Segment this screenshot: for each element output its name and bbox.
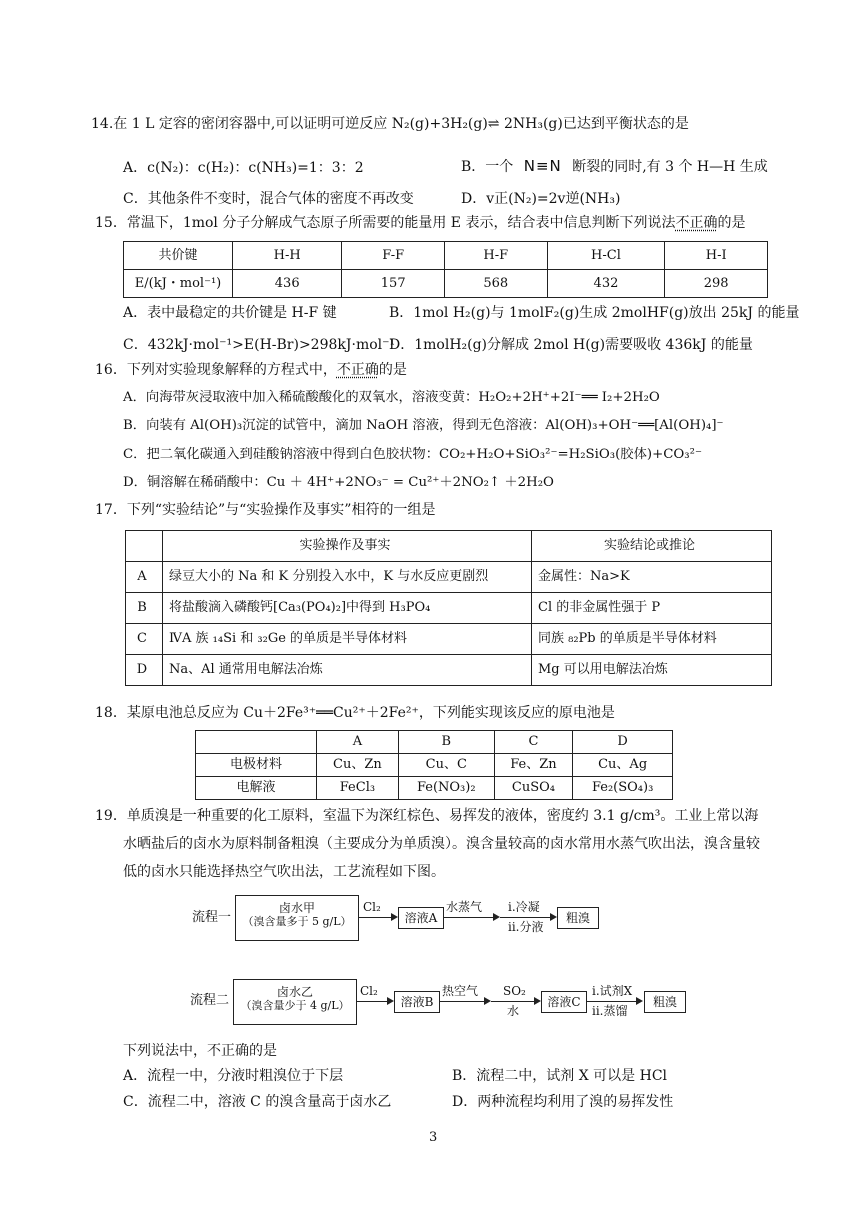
q15-value-cell: 436 [233,270,342,298]
q18-header-cell: A [317,731,399,754]
q17-header-cell: 实验结论或推论 [532,531,772,562]
q15-option-c: C．432kJ·mol⁻¹>E(H-Br)>298kJ·mol⁻¹ [123,337,396,353]
q15-header-cell: H-I [665,242,768,270]
q16-stem-post: 的是 [378,362,407,378]
q14-option-b [461,157,768,176]
flow1-reagent-steam: 水蒸气 [446,900,483,914]
flow1-step-condense: i.冷凝 [508,900,540,914]
q19-option-c: C．流程二中，溶液 C 的溴含量高于卤水乙 [123,1094,392,1110]
q17-header-cell [126,531,163,562]
q18-row-label: 电解液 [196,777,317,800]
q19-option-a: A．流程一中，分液时粗溴位于下层 [123,1068,344,1084]
page-number: 3 [429,1130,438,1145]
q19-line2: 水晒盐后的卤水为原料制备粗溴（主要成分为单质溴）。溴含量较高的卤水常用水蒸气吹出法，溴含量较 [123,836,760,852]
flow1-brine-name: 卤水甲 [278,901,315,915]
q16-option-c: C．把二氧化碳通入到硅酸钠溶液中得到白色胶状物：CO₂+H₂O+SiO₃²⁻=H₂SiO₃(胶体)+CO₃²⁻ [123,447,702,462]
q15-value-cell: 298 [665,270,768,298]
q17-header-cell: 实验操作及事实 [163,531,532,562]
q19-option-d: D．两种流程均利用了溴的易挥发性 [452,1094,674,1110]
q14-option-d: D．v正(N₂)=2v逆(NH₃) [461,191,621,207]
q18-cell: Cu、Ag [573,754,673,777]
flow1-brine-box [235,895,359,941]
q18-header-cell: C [494,731,573,754]
q15-stem-post: 的是 [717,215,746,231]
flow2-label: 流程二 [190,993,230,1008]
q15-header-cell: H-F [444,242,547,270]
q15-option-b: B．1mol H₂(g)与 1molF₂(g)生成 2molHF(g)放出 25kJ 的能量 [389,305,800,321]
q17-row-letter: B [126,593,163,624]
q15-stem-emphasis: 不正确 [675,215,718,231]
flow2-arrow-2 [439,1001,489,1002]
flow1-solution-a-box: 溶液A [398,907,444,929]
q15-header-cell: 共价键 [124,242,233,270]
q15-stem-pre: 15．常温下，1mol 分子分解成气态原子所需要的能量用 E 表示，结合表中信息判断下列说法 [95,215,676,231]
q17-row-letter: D [126,655,163,686]
q17-row-letter: C [126,624,163,655]
q15-header-cell: H-H [233,242,342,270]
q18-header-cell: D [573,731,673,754]
q17-conclusion-cell: 同族 ₈₂Pb 的单质是半导体材料 [532,624,772,655]
q18-cell: Fe₂(SO₄)₃ [573,777,673,800]
q16-option-b: B．向装有 Al(OH)₃沉淀的试管中，滴加 NaOH 溶液，得到无色溶液：Al(OH)₃+OH⁻══[Al(OH)₄]⁻ [123,418,724,433]
flow2-arrow-1 [356,1001,392,1002]
q14-option-c: C．其他条件不变时，混合气体的密度不再改变 [123,191,414,207]
q18-stem: 18．某原电池总反应为 Cu＋2Fe³⁺══Cu²⁺＋2Fe²⁺，下列能实现该反应的原电池是 [95,705,615,721]
q18-header-cell [196,731,317,754]
q17-fact-cell: 将盐酸滴入磷酸钙[Ca₃(PO₄)₂]中得到 H₃PO₄ [163,593,532,624]
q15-option-d: D．1molH₂(g)分解成 2mol H(g)需要吸收 436kJ 的能量 [389,337,753,353]
flow2-reagent-cl2: Cl₂ [360,984,378,998]
q18-table [195,730,673,800]
flow2-brine-content: （溴含量少于 4 g/L） [240,999,350,1013]
q17-fact-cell: 绿豆大小的 Na 和 K 分别投入水中，K 与水反应更剧烈 [163,562,532,593]
flow2-brine-name: 卤水乙 [276,985,313,999]
flow2-solution-b-box: 溶液B [394,991,440,1013]
q17-conclusion-cell: 金属性：Na>K [532,562,772,593]
triple-bond-symbol: N≡N [523,157,562,175]
q17-fact-cell: Na、Al 通常用电解法冶炼 [163,655,532,686]
q15-header-cell: H-Cl [547,242,665,270]
q14-stem: 14.在 1 L 定容的密闭容器中,可以证明可逆反应 N₂(g)+3H₂(g)⇌ 2NH₃(g)已达到平衡状态的是 [91,116,689,132]
q18-cell: Fe、Zn [494,754,573,777]
q15-value-cell: 568 [444,270,547,298]
flow2-brine-box [233,979,357,1025]
q16-option-d: D．铜溶解在稀硝酸中：Cu ＋ 4H⁺+2NO₃⁻ = Cu²⁺＋2NO₂↑ ＋2H₂O [123,475,554,490]
flow2-step-distill: ii.蒸馏 [592,1004,628,1018]
flow2-reagent-hot-air: 热空气 [442,984,479,998]
q17-stem: 17．下列“实验结论”与“实验操作及事实”相符的一组是 [95,502,436,518]
q14-option-b-pre: B．一个 [461,159,514,175]
flow2-solution-c-box: 溶液C [541,991,587,1013]
q15-stem [95,215,745,232]
flow2-step-reagent-x: i.试剂X [592,984,633,998]
flow1-label: 流程一 [192,910,232,925]
q15-energy-table [123,241,768,298]
flow1-arrow-2 [443,917,498,918]
q19-option-b: B．流程二中，试剂 X 可以是 HCl [452,1068,668,1084]
flow2-arrow-3 [491,1001,539,1002]
q18-cell: Cu、C [398,754,494,777]
q19-question: 下列说法中，不正确的是 [123,1043,277,1059]
q17-table [125,530,772,686]
q15-row-label: E/(kJ・mol⁻¹) [124,270,233,298]
q19-line3: 低的卤水只能选择热空气吹出法，工艺流程如下图。 [123,864,445,880]
q15-value-cell: 432 [547,270,665,298]
q19-line1: 19．单质溴是一种重要的化工原料，室温下为深红棕色、易挥发的液体，密度约 3.1 g/cm³。工业上常以海 [95,808,759,824]
q17-row-letter: A [126,562,163,593]
flow1-reagent-cl2: Cl₂ [363,900,381,914]
q15-option-a: A．表中最稳定的共价键是 H-F 键 [123,305,337,321]
q18-cell: Fe(NO₃)₂ [398,777,494,800]
q15-header-cell: F-F [342,242,445,270]
flow2-reagent-so2: SO₂ [503,984,526,998]
q14-option-a: A．c(N₂)：c(H₂)：c(NH₃)=1：3：2 [123,160,364,176]
q18-header-cell: B [398,731,494,754]
flow1-step-separate: ii.分液 [508,920,544,934]
flow2-crude-bromine-box: 粗溴 [644,991,686,1013]
q14-option-b-post: 断裂的同时,有 3 个 H—H 生成 [572,159,768,175]
flow1-crude-bromine-box: 粗溴 [557,907,599,929]
flow2-reagent-water: 水 [507,1004,520,1018]
q17-conclusion-cell: Cl 的非金属性强于 P [532,593,772,624]
flow1-arrow-3 [500,917,555,918]
q18-cell: Cu、Zn [317,754,399,777]
flow2-arrow-4 [586,1001,641,1002]
q16-stem [95,362,407,379]
q18-cell: FeCl₃ [317,777,399,800]
q17-fact-cell: ⅣA 族 ₁₄Si 和 ₃₂Ge 的单质是半导体材料 [163,624,532,655]
q15-value-cell: 157 [342,270,445,298]
q16-stem-emphasis: 不正确 [336,362,379,378]
q18-row-label: 电极材料 [196,754,317,777]
q18-cell: CuSO₄ [494,777,573,800]
q17-conclusion-cell: Mg 可以用电解法冶炼 [532,655,772,686]
q16-stem-pre: 16．下列对实验现象解释的方程式中， [95,362,337,378]
flow1-brine-content: （溴含量多于 5 g/L） [242,915,352,929]
flow1-arrow-1 [358,917,396,918]
q16-option-a: A．向海带灰浸取液中加入稀硫酸酸化的双氧水，溶液变黄：H₂O₂+2H⁺+2I⁻══ I₂+2H₂O [123,390,660,405]
